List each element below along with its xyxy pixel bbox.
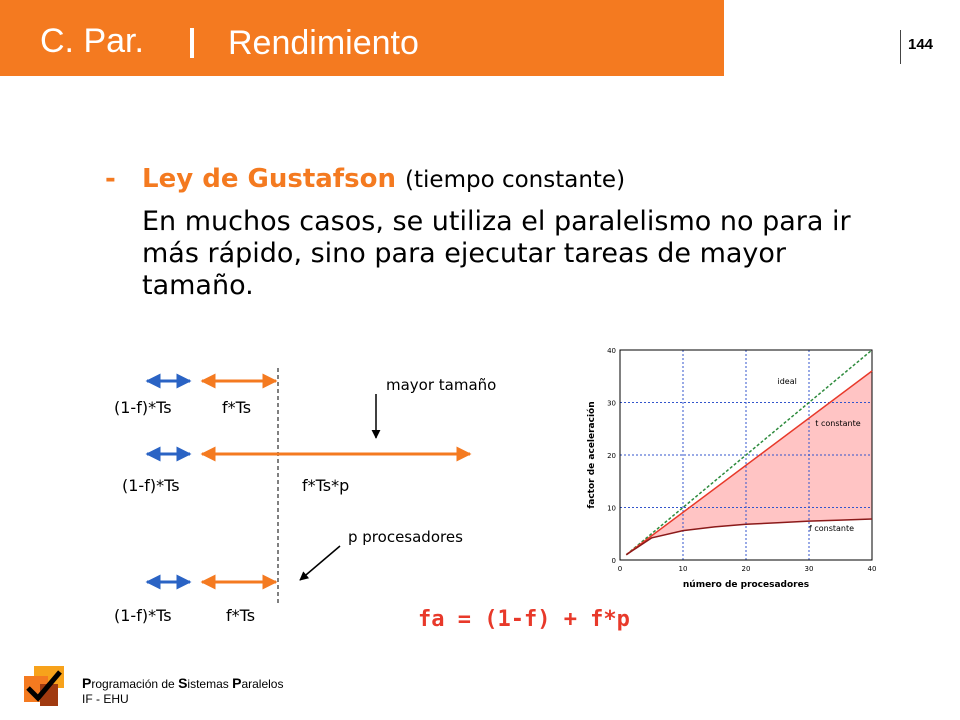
row2-serial-label: (1-f)*Ts — [122, 476, 180, 495]
page-number: 144 — [908, 36, 934, 53]
x-tick-label: 40 — [867, 565, 877, 573]
x-axis-label: número de procesadores — [682, 580, 810, 590]
p-procesadores-label: p procesadores — [348, 528, 463, 546]
y-tick-label: 10 — [607, 504, 616, 513]
y-tick-label: 20 — [607, 452, 616, 460]
row3-parallel-label: f*Ts — [226, 606, 256, 625]
gustafson-formula: fa = (1-f) + f*p — [418, 607, 630, 632]
x-tick-label: 30 — [804, 565, 814, 573]
row1-parallel-label: f*Ts — [222, 398, 252, 417]
footer-line-1: Programación de Sistemas Paralelos — [82, 675, 284, 691]
y-tick-label: 30 — [607, 399, 616, 408]
mayor-tamano-label: mayor tamaño — [386, 376, 497, 394]
footer-line-2: IF - EHU — [82, 692, 129, 706]
speedup-chart — [572, 338, 892, 608]
course-title: C. Par. — [40, 22, 144, 60]
y-tick-label: 0 — [611, 557, 616, 565]
x-tick-label: 0 — [617, 565, 623, 573]
bullet-dash: - — [105, 164, 116, 194]
series-label: t constante — [815, 419, 861, 429]
y-tick-label: 40 — [607, 347, 616, 355]
series-label: ideal — [777, 377, 797, 387]
bullet-paragraph: En muchos casos, se utiliza el paralelismo no para ir más rápido, sino para ejecutar tareas de mayor tamaño. — [142, 206, 851, 301]
row3-serial-label: (1-f)*Ts — [114, 606, 172, 625]
row1-serial-label: (1-f)*Ts — [114, 398, 172, 417]
row2-parallel-label: f*Ts*p — [302, 476, 350, 495]
bullet-heading-sub: (tiempo constante) — [405, 167, 626, 193]
y-axis-label: factor de aceleración — [587, 401, 597, 509]
x-tick-label: 10 — [678, 565, 688, 573]
slide-title: Rendimiento — [228, 24, 419, 62]
series-label: f constante — [809, 524, 855, 534]
university-logo — [18, 664, 68, 708]
p-procesadores-arrow — [300, 546, 340, 580]
x-tick-label: 20 — [741, 565, 751, 573]
footer-text — [82, 676, 283, 707]
bullet-heading-main: Ley de Gustafson — [142, 164, 396, 194]
